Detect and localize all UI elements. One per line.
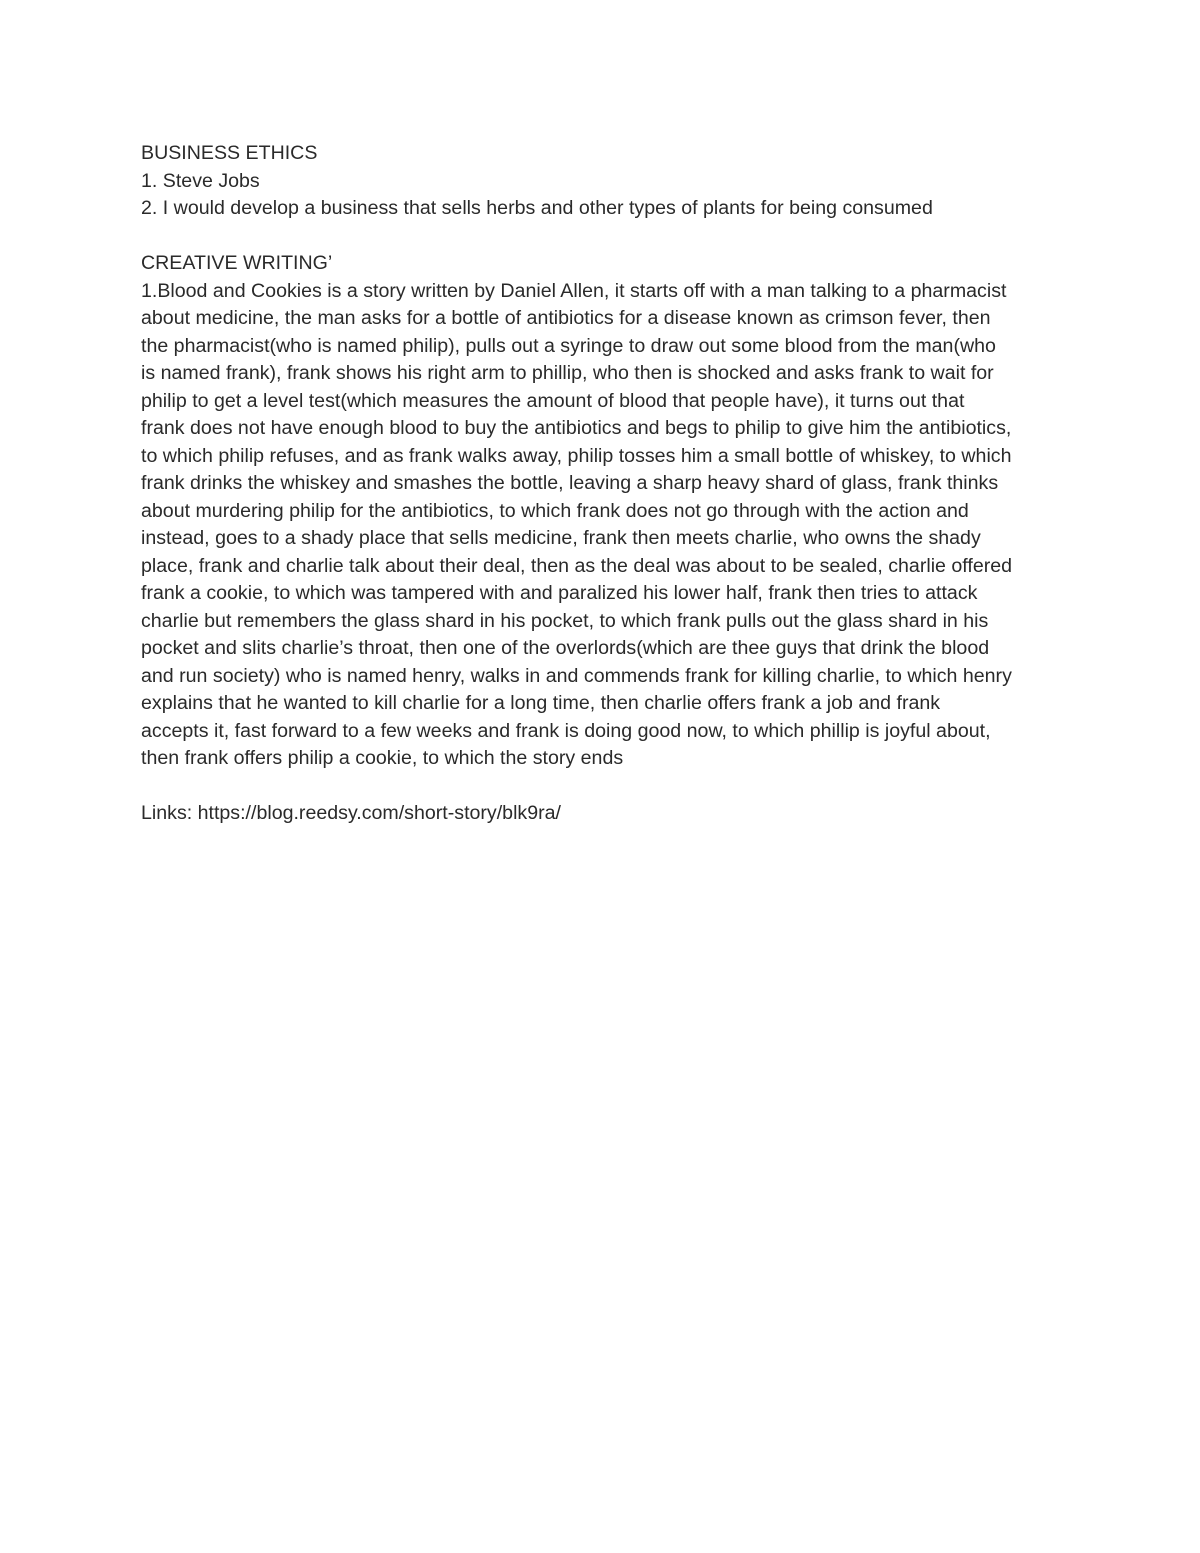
- business-ethics-item-1: 1. Steve Jobs: [141, 169, 260, 192]
- creative-writing-heading: CREATIVE WRITING’: [141, 252, 333, 274]
- blank-line: [141, 223, 1081, 251]
- story-line-8: frank drinks the whiskey and smashes the bottle, leaving a sharp heavy shard of glass, frank thinks: [141, 472, 999, 494]
- story-line-5: philip to get a level test(which measures the amount of blood that people have), it turns out that: [141, 389, 965, 412]
- story-line-18: then frank offers philip a cookie, to which the story ends: [141, 747, 624, 769]
- story-line-14: pocket and slits charlie’s throat, then one of the overlords(which are thee guys that drink the blood: [141, 637, 990, 659]
- story-line-12: frank a cookie, to which was tampered with and paralized his lower half, frank then tries to attack: [141, 582, 978, 604]
- links-line: Links: https://blog.reedsy.com/short-story/blk9ra/: [141, 802, 561, 824]
- story-line-9: about murdering philip for the antibiotics, to which frank does not go through with the action and: [141, 499, 969, 522]
- document-body: [141, 140, 1081, 828]
- story-line-17: accepts it, fast forward to a few weeks and frank is doing good now, to which phillip is joyful about,: [141, 719, 991, 742]
- story-line-16: explains that he wanted to kill charlie for a long time, then charlie offers frank a job and frank: [141, 692, 941, 714]
- story-line-6: frank does not have enough blood to buy the antibiotics and begs to philip to give him the antibiotics,: [141, 417, 1012, 439]
- story-line-11: place, frank and charlie talk about their deal, then as the deal was about to be sealed, charlie offered: [141, 554, 1013, 577]
- story-line-15: and run society) who is named henry, walks in and commends frank for killing charlie, to which henry: [141, 664, 1012, 687]
- story-line-3: the pharmacist(who is named philip), pulls out a syringe to draw out some blood from the man(who: [141, 334, 996, 357]
- story-line-7: to which philip refuses, and as frank walks away, philip tosses him a small bottle of whiskey, to which: [141, 444, 1012, 467]
- business-ethics-heading: BUSINESS ETHICS: [141, 142, 318, 164]
- story-line-13: charlie but remembers the glass shard in his pocket, to which frank pulls out the glass shard in his: [141, 609, 989, 632]
- story-line-2: about medicine, the man asks for a bottle of antibiotics for a disease known as crimson fever, then: [141, 307, 991, 329]
- story-line-4: is named frank), frank shows his right arm to phillip, who then is shocked and asks frank to wait for: [141, 362, 994, 384]
- story-line-10: instead, goes to a shady place that sells medicine, frank then meets charlie, who owns the shady: [141, 527, 981, 549]
- blank-line: [141, 773, 1081, 801]
- business-ethics-item-2: 2. I would develop a business that sells herbs and other types of plants for being consumed: [141, 197, 933, 219]
- story-line-1: 1.Blood and Cookies is a story written by Daniel Allen, it starts off with a man talking to a pharmacist: [141, 279, 1007, 302]
